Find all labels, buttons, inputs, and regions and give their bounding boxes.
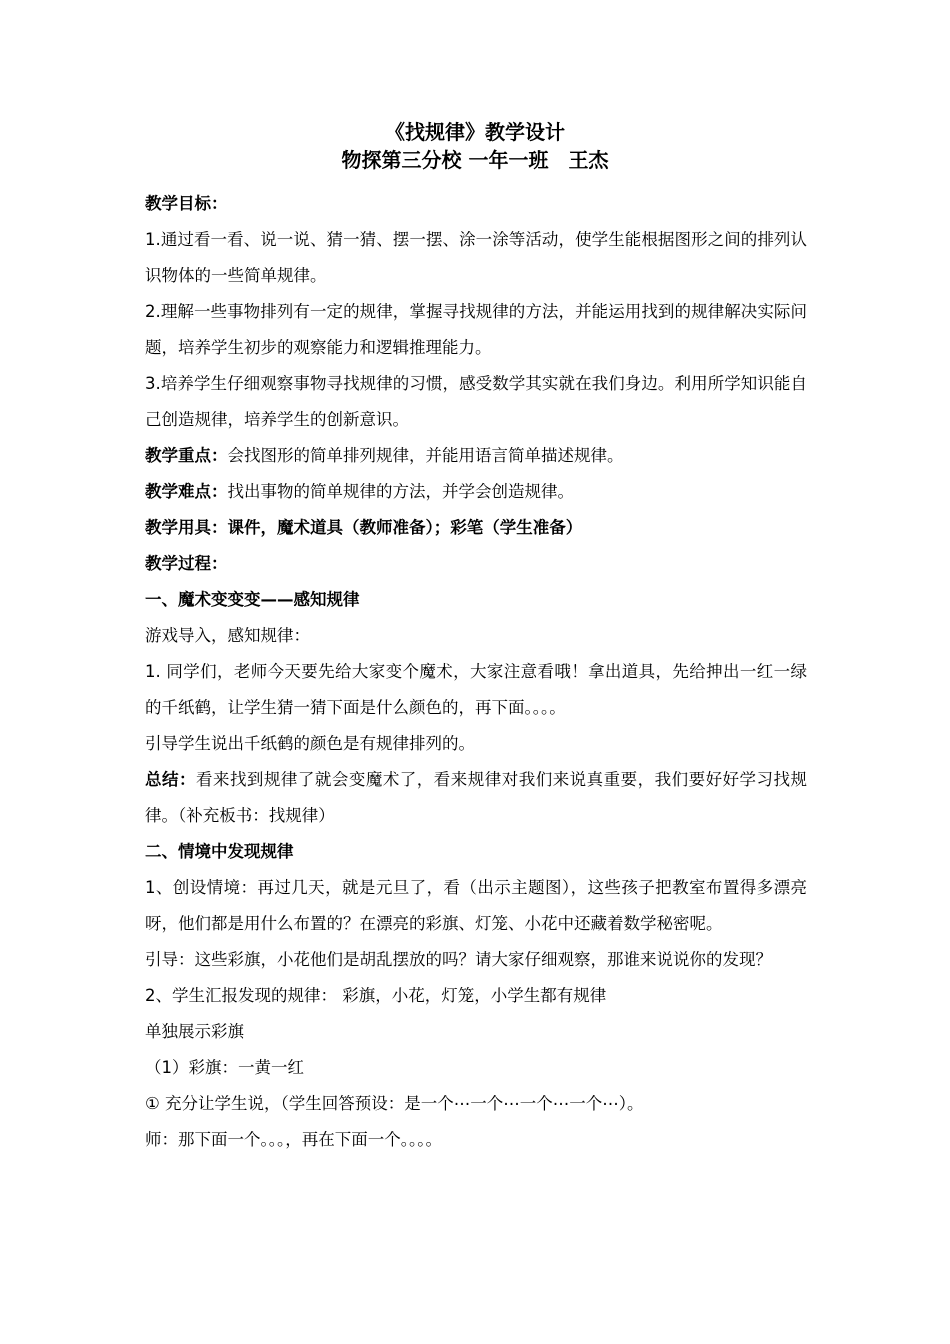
objective-3: 3.培养学生仔细观察事物寻找规律的习惯，感受数学其实就在我们身边。利用所学知识能自己创造规律，培养学生的创新意识。 [145, 374, 807, 429]
section-2-item-1: 1、创设情境：再过几天，就是元旦了，看（出示主题图），这些孩子把教室布置得多漂亮呀，他们都是用什么布置的？在漂亮的彩旗、灯笼、小花中还藏着数学秘密呢。 [145, 878, 807, 933]
difficulty-text: 找出事物的简单规律的方法，并学会创造规律。 [227, 482, 574, 501]
section-2-heading: 二、情境中发现规律 [145, 842, 294, 861]
key-point-text: 会找图形的简单排列规律，并能用语言简单描述规律。 [227, 446, 624, 465]
difficulty-label: 教学难点： [145, 482, 228, 501]
difficulty-paragraph [145, 474, 807, 510]
objectives-heading: 教学目标： [145, 194, 228, 213]
section-1-intro: 游戏导入，感知规律： [145, 626, 310, 645]
section-2-flags: 单独展示彩旗 [145, 1022, 244, 1041]
title-block [0, 118, 950, 174]
document-body [145, 186, 807, 1158]
author-line: 物探第三分校 一年一班 王杰 [341, 148, 609, 172]
summary-label: 总结： [145, 770, 196, 789]
tools-line: 教学用具：课件，魔术道具（教师准备）；彩笔（学生准备） [145, 518, 583, 537]
document-title: 《找规律》教学设计 [385, 120, 565, 144]
section-2-circle-1: ① 充分让学生说，（学生回答预设：是一个⋯一个⋯一个⋯一个⋯）。 [145, 1094, 644, 1113]
process-heading: 教学过程： [145, 554, 228, 573]
key-point-paragraph [145, 438, 807, 474]
objective-1: 1.通过看一看、说一说、猜一猜、摆一摆、涂一涂等活动，使学生能根据图形之间的排列认识物体的一些简单规律。 [145, 230, 807, 285]
summary-paragraph [145, 762, 807, 834]
section-2-teacher: 师：那下面一个。。。，再在下面一个。。。。 [145, 1130, 442, 1149]
section-2-item-2: 2、学生汇报发现的规律： 彩旗，小花，灯笼，小学生都有规律 [145, 986, 607, 1005]
summary-text: 看来找到规律了就会变魔术了，看来规律对我们来说真重要，我们要好好学习找规律。（补充板书：找规律） [145, 770, 808, 825]
objective-2: 2.理解一些事物排列有一定的规律，掌握寻找规律的方法，并能运用找到的规律解决实际问题，培养学生初步的观察能力和逻辑推理能力。 [145, 302, 807, 357]
section-2-sub-1: （1）彩旗：一黄一红 [145, 1058, 304, 1077]
section-1-heading: 一、魔术变变变——感知规律 [145, 590, 360, 609]
key-point-label: 教学重点： [145, 446, 228, 465]
section-2-guide: 引导：这些彩旗，小花他们是胡乱摆放的吗？请大家仔细观察，那谁来说说你的发现？ [145, 950, 772, 969]
section-1-step-1: 1. 同学们，老师今天要先给大家变个魔术，大家注意看哦！拿出道具，先给抻出一红一绿的千纸鹤，让学生猜一猜下面是什么颜色的，再下面。。。。 [145, 662, 807, 717]
section-1-guide: 引导学生说出千纸鹤的颜色是有规律排列的。 [145, 734, 475, 753]
